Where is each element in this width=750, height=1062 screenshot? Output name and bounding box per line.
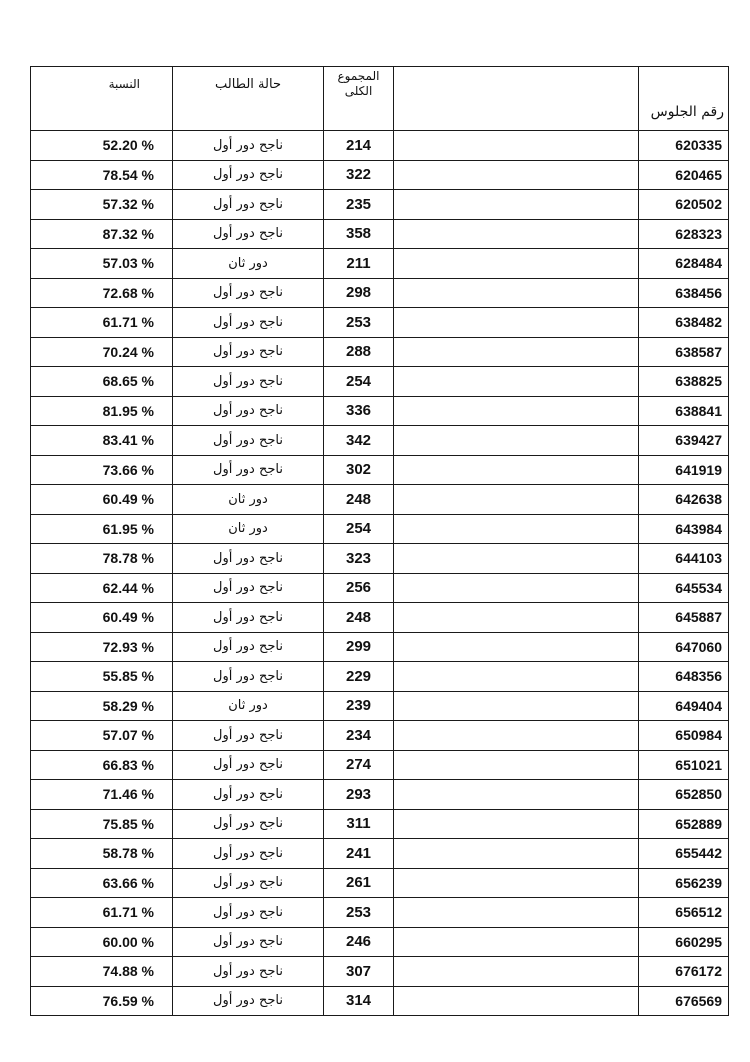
- seat-number-cell: 620335: [639, 131, 729, 161]
- name-cell: [394, 367, 639, 397]
- name-cell: [394, 839, 639, 869]
- status-cell: ناجح دور أول: [173, 131, 324, 161]
- table-row: [31, 485, 729, 515]
- status-cell: ناجح دور أول: [173, 308, 324, 338]
- total-cell: 336: [324, 396, 394, 426]
- table-row: [31, 957, 729, 987]
- name-cell: [394, 986, 639, 1016]
- total-cell: 299: [324, 632, 394, 662]
- total-cell: 293: [324, 780, 394, 810]
- total-cell: 241: [324, 839, 394, 869]
- seat-number-cell: 660295: [639, 927, 729, 957]
- seat-number-cell: 655442: [639, 839, 729, 869]
- name-cell: [394, 750, 639, 780]
- status-cell: ناجح دور أول: [173, 278, 324, 308]
- total-cell: 274: [324, 750, 394, 780]
- table-row: [31, 927, 729, 957]
- header-name: [394, 67, 639, 131]
- name-cell: [394, 780, 639, 810]
- status-cell: ناجح دور أول: [173, 839, 324, 869]
- header-seat-number: رقم الجلوس: [639, 67, 729, 131]
- total-cell: 256: [324, 573, 394, 603]
- ratio-cell: 63.66 %: [31, 868, 173, 898]
- status-cell: ناجح دور أول: [173, 898, 324, 928]
- seat-number-cell: 638456: [639, 278, 729, 308]
- total-cell: 246: [324, 927, 394, 957]
- table-row: [31, 691, 729, 721]
- name-cell: [394, 898, 639, 928]
- seat-number-cell: 651021: [639, 750, 729, 780]
- name-cell: [394, 160, 639, 190]
- table-row: [31, 219, 729, 249]
- status-cell: ناجح دور أول: [173, 721, 324, 751]
- seat-number-cell: 656239: [639, 868, 729, 898]
- table-row: [31, 426, 729, 456]
- ratio-cell: 74.88 %: [31, 957, 173, 987]
- table-row: [31, 662, 729, 692]
- total-cell: 314: [324, 986, 394, 1016]
- status-cell: ناجح دور أول: [173, 367, 324, 397]
- status-cell: ناجح دور أول: [173, 160, 324, 190]
- table-row: [31, 632, 729, 662]
- table-row: [31, 396, 729, 426]
- status-cell: ناجح دور أول: [173, 632, 324, 662]
- ratio-cell: 76.59 %: [31, 986, 173, 1016]
- seat-number-cell: 628323: [639, 219, 729, 249]
- status-cell: ناجح دور أول: [173, 662, 324, 692]
- status-cell: ناجح دور أول: [173, 986, 324, 1016]
- seat-number-cell: 676172: [639, 957, 729, 987]
- table-row: [31, 573, 729, 603]
- total-cell: 211: [324, 249, 394, 279]
- seat-number-cell: 656512: [639, 898, 729, 928]
- name-cell: [394, 662, 639, 692]
- ratio-cell: 78.78 %: [31, 544, 173, 574]
- status-cell: ناجح دور أول: [173, 337, 324, 367]
- seat-number-cell: 620465: [639, 160, 729, 190]
- total-cell: 323: [324, 544, 394, 574]
- name-cell: [394, 809, 639, 839]
- total-cell: 311: [324, 809, 394, 839]
- seat-number-cell: 638841: [639, 396, 729, 426]
- status-cell: ناجح دور أول: [173, 603, 324, 633]
- total-cell: 253: [324, 898, 394, 928]
- seat-number-cell: 642638: [639, 485, 729, 515]
- ratio-cell: 73.66 %: [31, 455, 173, 485]
- ratio-cell: 61.95 %: [31, 514, 173, 544]
- status-cell: ناجح دور أول: [173, 219, 324, 249]
- header-row: [31, 67, 729, 131]
- table-row: [31, 839, 729, 869]
- name-cell: [394, 337, 639, 367]
- status-cell: ناجح دور أول: [173, 544, 324, 574]
- name-cell: [394, 632, 639, 662]
- ratio-cell: 83.41 %: [31, 426, 173, 456]
- name-cell: [394, 396, 639, 426]
- total-cell: 298: [324, 278, 394, 308]
- total-cell: 254: [324, 367, 394, 397]
- name-cell: [394, 131, 639, 161]
- ratio-cell: 60.00 %: [31, 927, 173, 957]
- name-cell: [394, 927, 639, 957]
- ratio-cell: 58.78 %: [31, 839, 173, 869]
- table-row: [31, 809, 729, 839]
- ratio-cell: 58.29 %: [31, 691, 173, 721]
- ratio-cell: 57.03 %: [31, 249, 173, 279]
- table-row: [31, 544, 729, 574]
- ratio-cell: 60.49 %: [31, 603, 173, 633]
- table-row: [31, 249, 729, 279]
- ratio-cell: 60.49 %: [31, 485, 173, 515]
- seat-number-cell: 643984: [639, 514, 729, 544]
- ratio-cell: 72.93 %: [31, 632, 173, 662]
- ratio-cell: 78.54 %: [31, 160, 173, 190]
- ratio-cell: 87.32 %: [31, 219, 173, 249]
- status-cell: ناجح دور أول: [173, 396, 324, 426]
- table-row: [31, 190, 729, 220]
- status-cell: ناجح دور أول: [173, 426, 324, 456]
- name-cell: [394, 190, 639, 220]
- results-table: [30, 66, 729, 1016]
- seat-number-cell: 650984: [639, 721, 729, 751]
- ratio-cell: 57.32 %: [31, 190, 173, 220]
- seat-number-cell: 638587: [639, 337, 729, 367]
- ratio-cell: 61.71 %: [31, 898, 173, 928]
- status-cell: ناجح دور أول: [173, 809, 324, 839]
- total-cell: 261: [324, 868, 394, 898]
- total-cell: 342: [324, 426, 394, 456]
- total-cell: 239: [324, 691, 394, 721]
- status-cell: دور ثان: [173, 514, 324, 544]
- ratio-cell: 75.85 %: [31, 809, 173, 839]
- ratio-cell: 81.95 %: [31, 396, 173, 426]
- seat-number-cell: 645887: [639, 603, 729, 633]
- table-row: [31, 780, 729, 810]
- total-cell: 358: [324, 219, 394, 249]
- table-row: [31, 278, 729, 308]
- seat-number-cell: 639427: [639, 426, 729, 456]
- name-cell: [394, 514, 639, 544]
- header-status: حالة الطالب: [173, 67, 324, 131]
- total-cell: 307: [324, 957, 394, 987]
- name-cell: [394, 455, 639, 485]
- name-cell: [394, 573, 639, 603]
- total-cell: 253: [324, 308, 394, 338]
- seat-number-cell: 652889: [639, 809, 729, 839]
- header-total: المجموع الكلى: [324, 67, 394, 131]
- seat-number-cell: 644103: [639, 544, 729, 574]
- table-row: [31, 455, 729, 485]
- table-row: [31, 603, 729, 633]
- table-row: [31, 514, 729, 544]
- status-cell: ناجح دور أول: [173, 957, 324, 987]
- total-cell: 288: [324, 337, 394, 367]
- table-body: [31, 131, 729, 1016]
- name-cell: [394, 308, 639, 338]
- status-cell: ناجح دور أول: [173, 190, 324, 220]
- table-row: [31, 367, 729, 397]
- total-cell: 235: [324, 190, 394, 220]
- name-cell: [394, 426, 639, 456]
- status-cell: ناجح دور أول: [173, 868, 324, 898]
- status-cell: دور ثان: [173, 249, 324, 279]
- seat-number-cell: 648356: [639, 662, 729, 692]
- total-cell: 254: [324, 514, 394, 544]
- name-cell: [394, 691, 639, 721]
- seat-number-cell: 676569: [639, 986, 729, 1016]
- name-cell: [394, 278, 639, 308]
- name-cell: [394, 603, 639, 633]
- name-cell: [394, 868, 639, 898]
- name-cell: [394, 957, 639, 987]
- ratio-cell: 70.24 %: [31, 337, 173, 367]
- seat-number-cell: 620502: [639, 190, 729, 220]
- ratio-cell: 57.07 %: [31, 721, 173, 751]
- table-row: [31, 131, 729, 161]
- total-cell: 214: [324, 131, 394, 161]
- name-cell: [394, 485, 639, 515]
- table-row: [31, 898, 729, 928]
- total-cell: 234: [324, 721, 394, 751]
- seat-number-cell: 638825: [639, 367, 729, 397]
- status-cell: دور ثان: [173, 691, 324, 721]
- seat-number-cell: 647060: [639, 632, 729, 662]
- name-cell: [394, 721, 639, 751]
- ratio-cell: 68.65 %: [31, 367, 173, 397]
- table-row: [31, 750, 729, 780]
- total-cell: 322: [324, 160, 394, 190]
- status-cell: ناجح دور أول: [173, 780, 324, 810]
- ratio-cell: 52.20 %: [31, 131, 173, 161]
- results-sheet: [30, 66, 728, 1016]
- table-row: [31, 308, 729, 338]
- total-cell: 302: [324, 455, 394, 485]
- status-cell: ناجح دور أول: [173, 750, 324, 780]
- name-cell: [394, 544, 639, 574]
- table-row: [31, 721, 729, 751]
- ratio-cell: 62.44 %: [31, 573, 173, 603]
- table-row: [31, 986, 729, 1016]
- status-cell: ناجح دور أول: [173, 455, 324, 485]
- seat-number-cell: 649404: [639, 691, 729, 721]
- header-ratio: النسبة: [31, 67, 173, 131]
- seat-number-cell: 638482: [639, 308, 729, 338]
- name-cell: [394, 219, 639, 249]
- status-cell: ناجح دور أول: [173, 927, 324, 957]
- seat-number-cell: 652850: [639, 780, 729, 810]
- ratio-cell: 55.85 %: [31, 662, 173, 692]
- ratio-cell: 72.68 %: [31, 278, 173, 308]
- seat-number-cell: 641919: [639, 455, 729, 485]
- status-cell: ناجح دور أول: [173, 573, 324, 603]
- table-row: [31, 160, 729, 190]
- ratio-cell: 66.83 %: [31, 750, 173, 780]
- ratio-cell: 71.46 %: [31, 780, 173, 810]
- table-row: [31, 868, 729, 898]
- seat-number-cell: 628484: [639, 249, 729, 279]
- status-cell: دور ثان: [173, 485, 324, 515]
- total-cell: 248: [324, 485, 394, 515]
- name-cell: [394, 249, 639, 279]
- total-cell: 248: [324, 603, 394, 633]
- table-row: [31, 337, 729, 367]
- total-cell: 229: [324, 662, 394, 692]
- seat-number-cell: 645534: [639, 573, 729, 603]
- ratio-cell: 61.71 %: [31, 308, 173, 338]
